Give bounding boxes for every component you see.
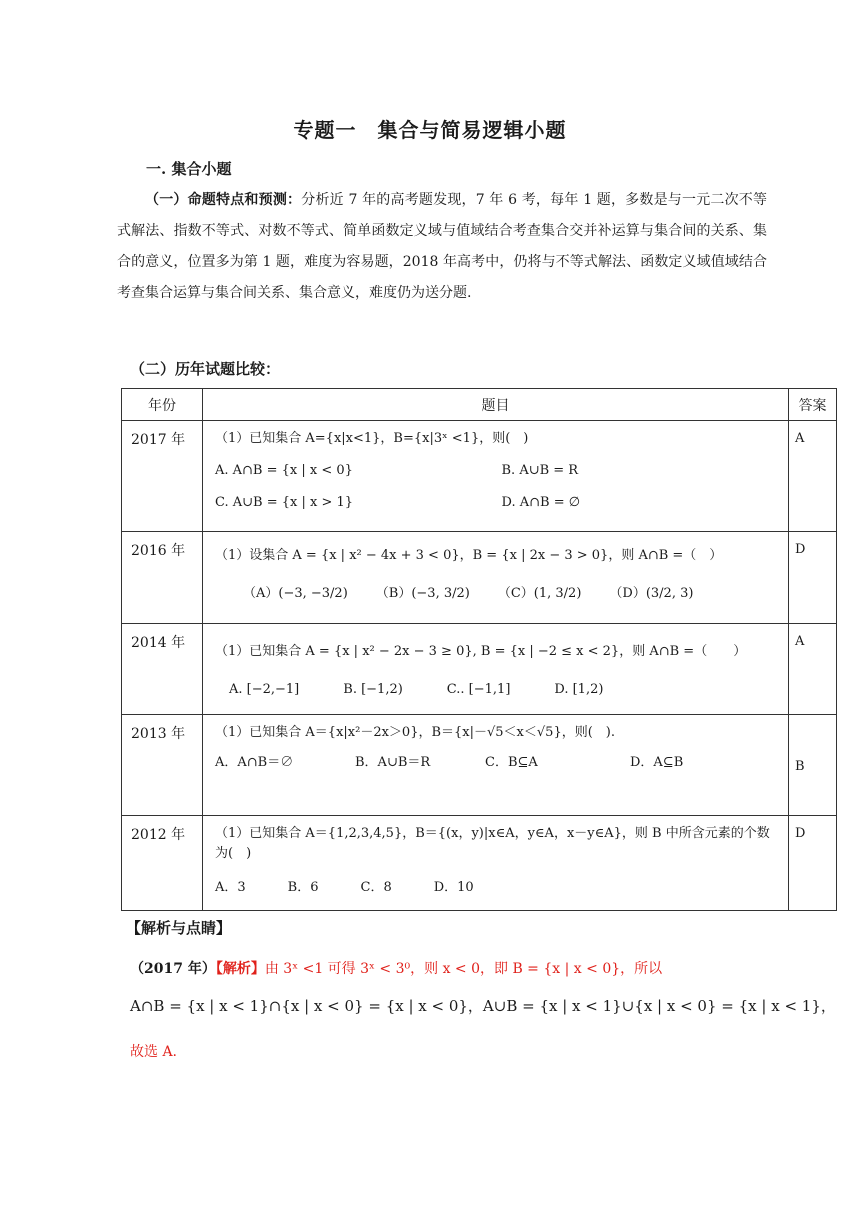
question-text: （1）已知集合 A＝{1,2,3,4,5}，B＝{(x，y)|x∈A，y∈A，x－y∈A}，则 B 中所含元素的个数为( ) (215, 826, 770, 861)
table-row (122, 532, 837, 624)
option-d: D．10 (433, 880, 474, 895)
question-text: （1）已知集合 A = {x | x² − 2x − 3 ≥ 0}, B = {x | −2 ≤ x < 2}，则 A∩B =（ ） (215, 644, 747, 659)
analysis-tag: 【解析】 (215, 961, 265, 977)
option-c: （C）(1, 3/2) (497, 586, 582, 601)
option-d: （D）(3/2, 3) (609, 586, 694, 601)
option-d: D. [1,2) (554, 682, 604, 697)
table-row (122, 624, 837, 715)
option-b: B．A∪B＝R (355, 755, 431, 770)
option-b: B. A∪B = R (501, 463, 579, 478)
row-answer: A (789, 421, 837, 532)
row-year: 2013 年 (122, 715, 203, 816)
row-year: 2017 年 (122, 421, 203, 532)
analysis-text-1: 由 3ˣ <1 可得 3ˣ < 3⁰，则 x < 0，即 B = {x | x < 0}，所以 (264, 961, 663, 977)
option-list (215, 680, 788, 700)
row-question (203, 715, 789, 816)
option-c: C.. [−1,1] (446, 682, 511, 697)
table-row (122, 816, 837, 911)
question-text: （1）已知集合 A＝{x|x²－2x＞0}，B＝{x|－√5＜x＜√5}，则( ). (215, 725, 615, 740)
option-list (215, 878, 780, 898)
section-heading-analysis: 【解析与点睛】 (126, 919, 232, 937)
option-b: B. [−1,2) (343, 682, 403, 697)
table-row (122, 715, 837, 816)
option-c: C. A∪B = {x | x > 1} (215, 495, 354, 510)
question-text: （1）已知集合 A={x|x<1}，B={x|3ˣ <1}，则( ) (215, 431, 529, 446)
row-question (203, 532, 789, 624)
row-answer: B (789, 715, 837, 816)
option-list (215, 455, 788, 519)
option-a: （A）(−3, −3/2) (243, 586, 348, 601)
row-year: 2016 年 (122, 532, 203, 624)
section-heading-sets: 一. 集合小题 (146, 160, 232, 178)
row-question (203, 421, 789, 532)
option-d: D. A∩B = ∅ (501, 495, 581, 510)
row-answer: D (789, 532, 837, 624)
table-header-row (122, 389, 837, 421)
analysis-line-2: A∩B = {x | x < 1}∩{x | x < 0} = {x | x < 0}，A∪B = {x | x < 1}∪{x | x < 0} = {x | x < 1}， (130, 997, 836, 1015)
analysis-line-1 (130, 955, 662, 983)
option-b: （B）(−3, 3/2) (375, 586, 470, 601)
analysis-year: （2017 年） (130, 961, 216, 977)
header-answer: 答案 (789, 389, 837, 421)
table-row (122, 421, 837, 532)
row-answer: D (789, 816, 837, 911)
analysis-line-3: 故选 A. (130, 1044, 178, 1060)
option-a: A. A∩B = {x | x < 0} (215, 463, 353, 478)
option-list (215, 584, 788, 604)
row-answer: A (789, 624, 837, 715)
row-question (203, 816, 789, 911)
option-a: A. [−2,−1] (229, 682, 300, 697)
intro-text: 分析近 7 年的高考题发现，7 年 6 考，每年 1 题，多数是与一元二次不等式解法、指数不等式、对数不等式、简单函数定义域与值域结合考查集合交并补运算与集合间的关系、集合的意义，位置多为第 1 题，难度为容易题，2018 年高考中，仍将与不等式解法、函数定义域值域结合考查集合运算与集合间关系、集合意义，难度仍为送分题. (117, 192, 768, 301)
option-b: B．6 (287, 880, 319, 895)
question-text: （1）设集合 A = {x | x² − 4x + 3 < 0}，B = {x | 2x − 3 > 0}，则 A∩B =（ ） (215, 548, 723, 563)
row-year: 2012 年 (122, 816, 203, 911)
header-year: 年份 (122, 389, 203, 421)
intro-label: （一）命题特点和预测： (145, 192, 302, 208)
option-a: A．A∩B＝∅ (215, 755, 294, 770)
page-title: 专题一 集合与简易逻辑小题 (293, 118, 567, 142)
history-table (121, 388, 837, 911)
header-question: 题目 (203, 389, 789, 421)
intro-paragraph (117, 185, 767, 309)
option-a: A．3 (215, 880, 246, 895)
section-heading-history: （二）历年试题比较： (130, 360, 281, 378)
option-c: C．8 (360, 880, 392, 895)
row-year: 2014 年 (122, 624, 203, 715)
option-d: D．A⊆B (630, 755, 684, 770)
row-question (203, 624, 789, 715)
option-c: C．B⊆A (485, 755, 538, 770)
option-list (215, 753, 788, 773)
